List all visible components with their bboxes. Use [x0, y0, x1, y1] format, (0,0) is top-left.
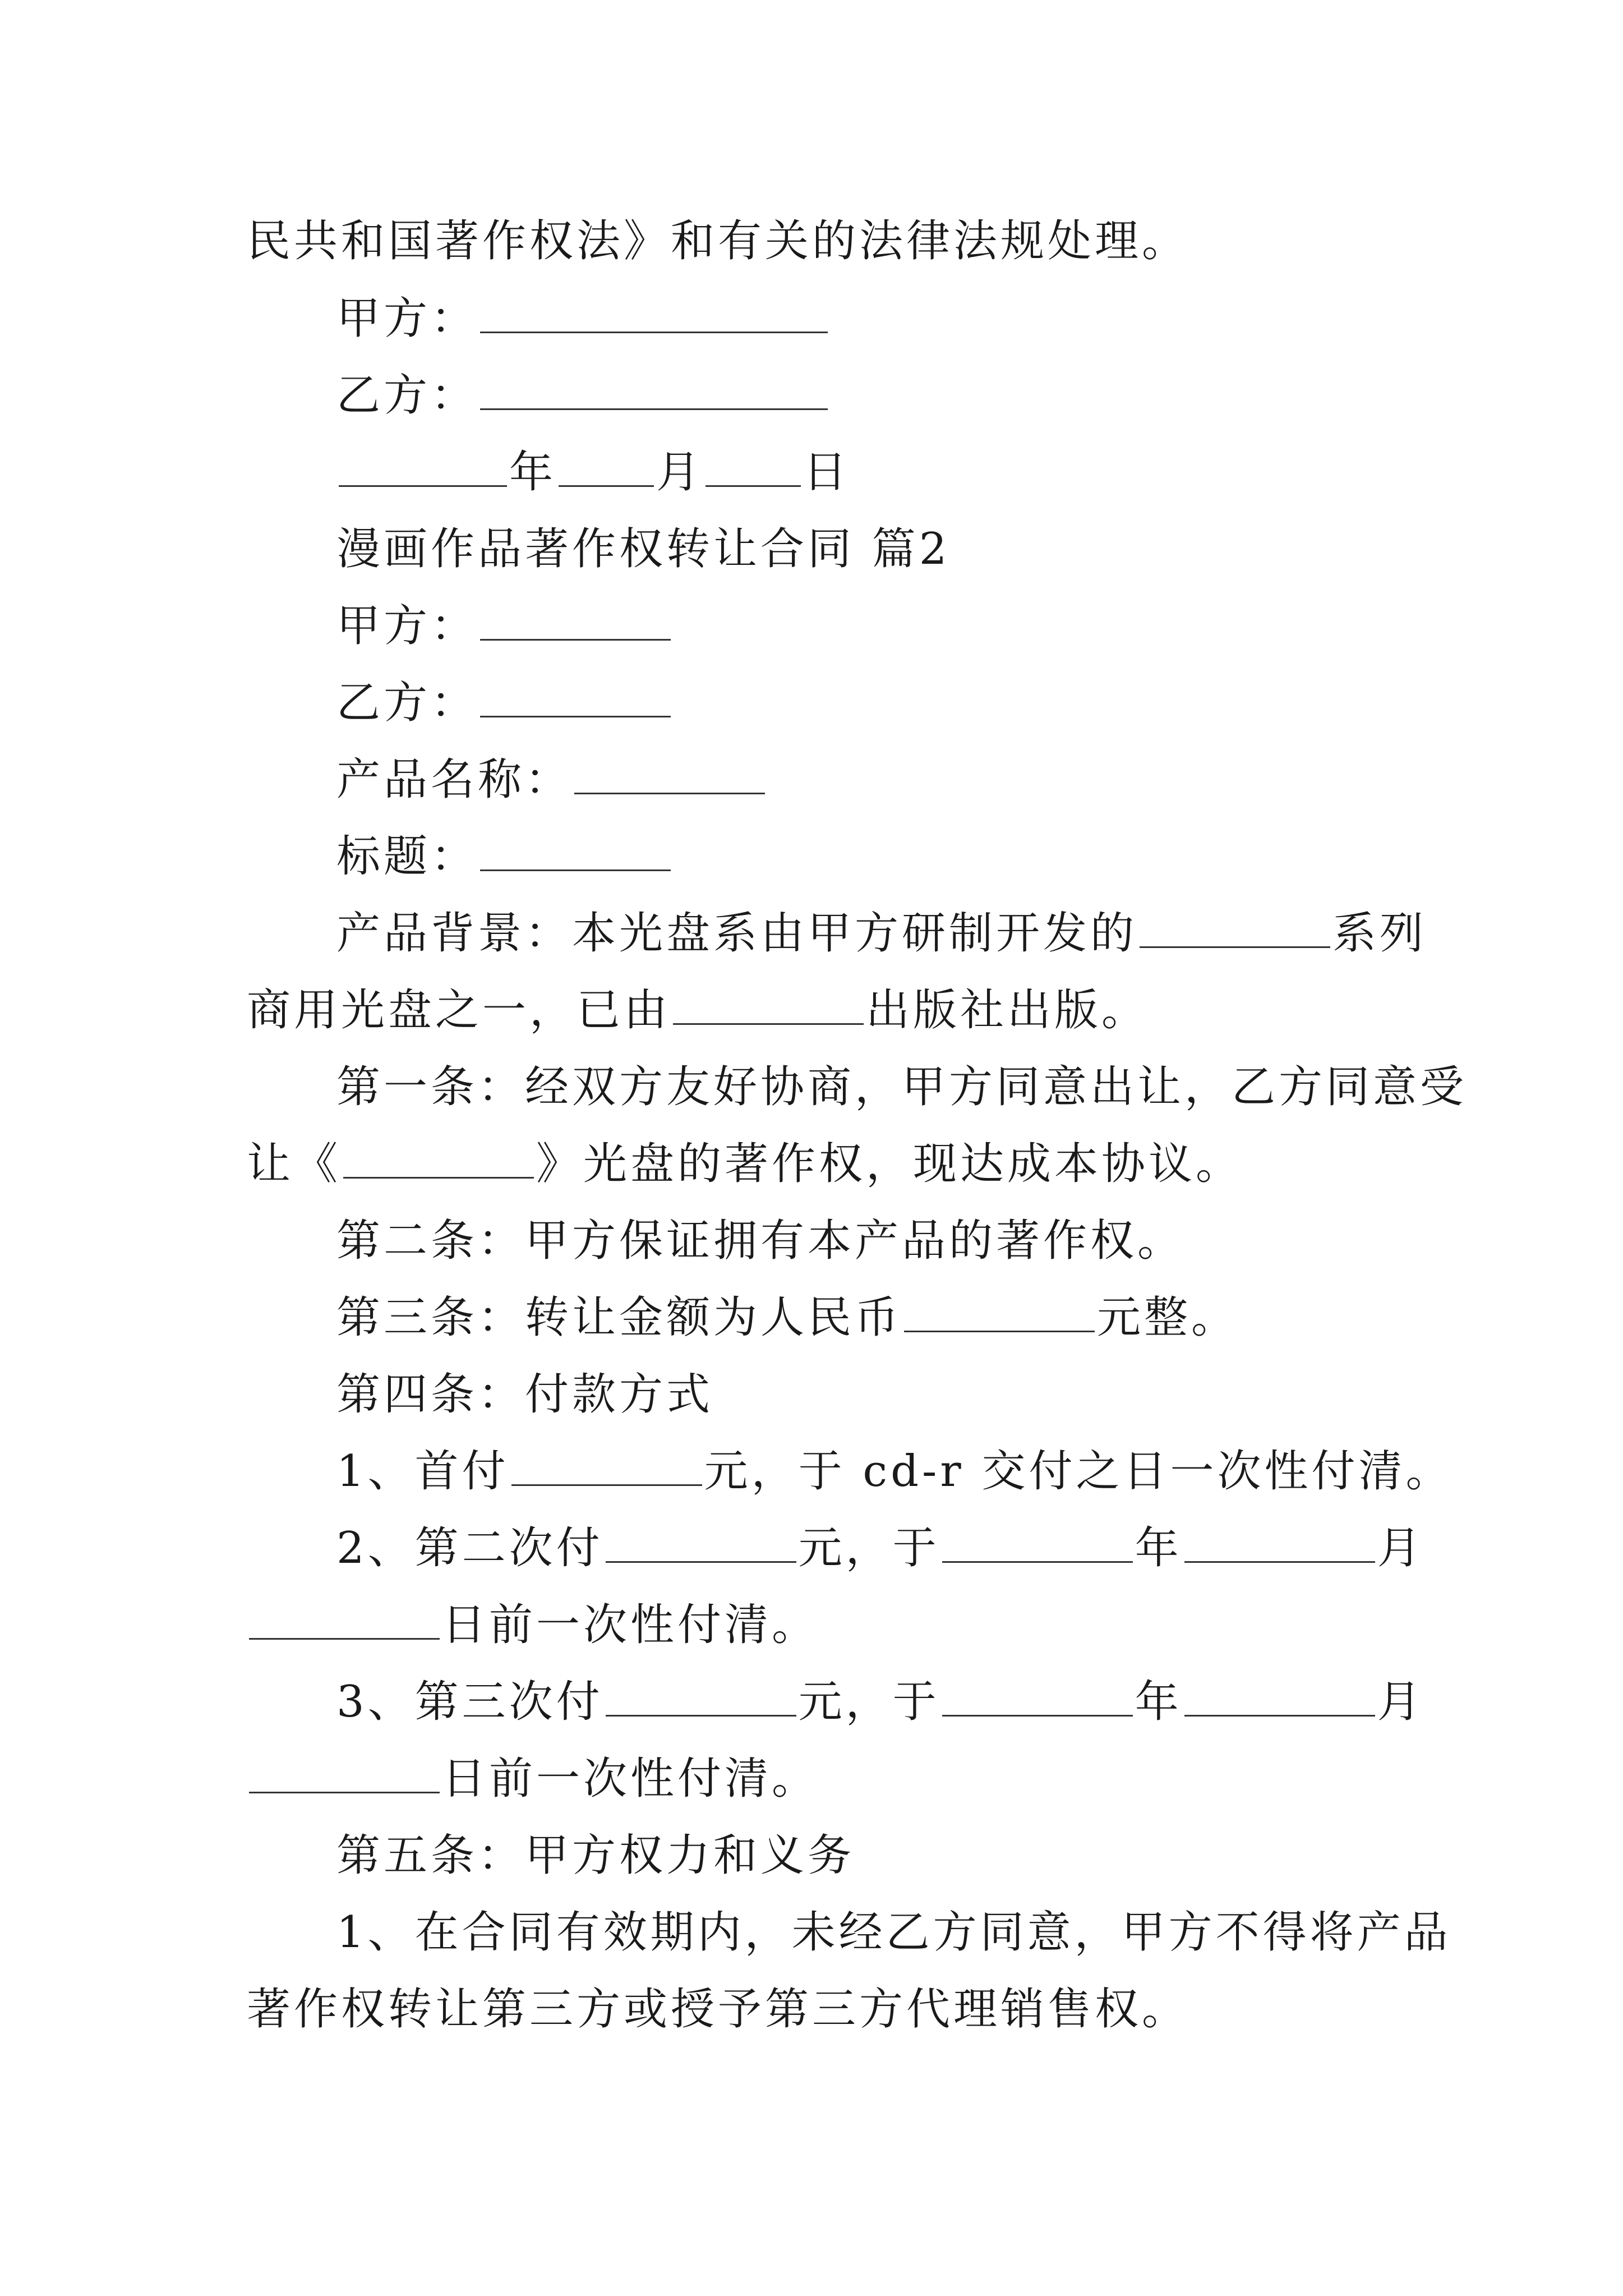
payment-3-line: 3、第三次付 元，于 年 月 — [336, 1677, 1424, 1727]
blank-field — [480, 297, 828, 333]
payment-1-line: 1、首付 元，于 cd-r 交付之日一次性付清。 — [336, 1446, 1453, 1497]
background-line: 产品背景：本光盘系由甲方研制开发的 系列 — [336, 908, 1427, 959]
payment-2-line: 2、第二次付 元，于 年 月 — [336, 1523, 1424, 1573]
product-name-line: 产品名称： — [336, 752, 767, 808]
article-3-line: 第三条：转让金额为人民币 元整。 — [336, 1292, 1239, 1343]
blank-field — [606, 1680, 796, 1717]
article-2-line: 第二条：甲方保证拥有本产品的著作权。 — [336, 1216, 1185, 1266]
payment-2-line-2: 日前一次性付清。 — [247, 1597, 819, 1653]
blank-field — [559, 450, 654, 487]
article-1-line: 第一条：经双方友好协商，甲方同意出让，乙方同意受 — [336, 1062, 1468, 1112]
text-line: 民共和国著作权法》和有关的法律法规处理。 — [247, 216, 1189, 266]
party-b-line: 乙方： — [336, 367, 830, 424]
payment-3-line-2: 日前一次性付清。 — [247, 1751, 819, 1807]
blank-field — [1184, 1680, 1375, 1717]
blank-field — [511, 1450, 702, 1486]
blank-field — [480, 681, 671, 717]
subject-line: 标题： — [336, 829, 673, 885]
blank-field — [249, 1603, 440, 1640]
blank-field — [480, 835, 671, 871]
blank-field — [942, 1526, 1133, 1563]
blank-field — [480, 604, 671, 641]
article-5-line: 第五条：甲方权力和义务 — [336, 1830, 855, 1881]
blank-field — [904, 1296, 1095, 1332]
blank-field — [1184, 1526, 1375, 1563]
blank-field — [1140, 912, 1330, 948]
blank-field — [606, 1526, 796, 1563]
article-1-line-2: 让《 》光盘的著作权，现达成本协议。 — [247, 1139, 1243, 1189]
party-a2-line: 甲方： — [336, 598, 673, 654]
article-5-item-1: 1、在合同有效期内，未经乙方同意，甲方不得将产品 — [336, 1907, 1451, 1958]
blank-field — [942, 1680, 1133, 1717]
article-4-line: 第四条：付款方式 — [336, 1369, 714, 1420]
article-5-item-1-line-2: 著作权转让第三方或授予第三方代理销售权。 — [247, 1984, 1189, 2035]
blank-field — [249, 1757, 440, 1793]
background-line-2: 商用光盘之一，已由 出版社出版。 — [247, 985, 1149, 1036]
date-line: 年 月 日 — [336, 444, 850, 500]
party-a-line: 甲方： — [336, 291, 830, 347]
blank-field — [339, 450, 507, 487]
party-b2-line: 乙方： — [336, 675, 673, 731]
blank-field — [673, 988, 864, 1025]
blank-field — [574, 758, 765, 794]
blank-field — [706, 450, 801, 487]
blank-field — [480, 374, 828, 410]
section-title: 漫画作品著作权转让合同 篇2 — [336, 524, 951, 574]
blank-field — [343, 1142, 534, 1179]
